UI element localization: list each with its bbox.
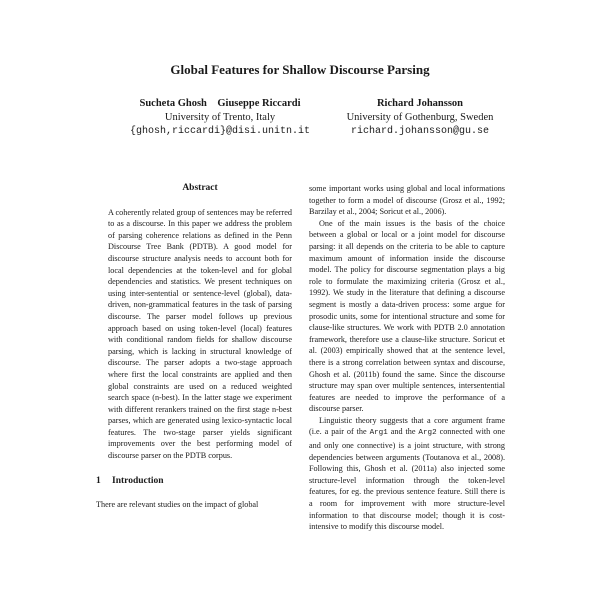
right-column [309,183,505,533]
author-email: richard.johansson@gu.se [350,126,490,137]
introduction-text: There are relevant studies on the impact of global [96,500,259,510]
left-column [96,183,304,511]
section-number: 1 [96,475,101,486]
author-block-gothenburg [335,97,505,139]
abstract-text: A coherently related group of sentences may be referred to as a discourse. In this paper we address the problem of parsing coherence relations as defined in the Penn Discourse Tree Bank (PDTB). A good model for discourse structure analysis needs to account both for local dependencies at the token-level and for global dependencies and statistics. We present techniques on using inter-sentential or sentence-level (global), data-driven, non-grammatical features in the task of parsing discourse. The parser model follows up previous approach based on using token-level (local) features with conditional random fields for shallow discourse parsing, which is lacking in structural knowledge of discourse. The parser adopts a two-stage approach where first the local constraints are applied and then global constraints are used on a reduced weighted search space (n-best). In the latter stage we experiment with different rerankers trained on the first stage n-best parses, which are generated using lexico-syntactic local features. The two-stage parser yields significant improvements over the best performing model of discourse parser on the PDTB corpus. [108,207,292,461]
paragraph-text: and the [387,427,419,437]
abstract-heading: Abstract [182,183,218,193]
arg2-term: Arg2 [418,429,437,438]
paragraph-text: Linguistic theory suggests that a core argument frame (i.e. a pair of the [309,415,505,437]
paragraph-text: connected with one and only one connective) is a joint structure, with strong dependencies between arguments (Toutanova et al., 2008). Following this, Ghosh et al. (2011a) also injected some structure-level information through the token-level features, for eg. the previous sentence feature. Still there is a room for improvement with more structure-level information to that discourse model; though it is cost-intensive to modify this discourse model. [309,427,505,532]
author-affiliation: University of Trento, Italy [164,112,276,123]
author-affiliation: University of Gothenburg, Sweden [346,112,494,123]
author-email: {ghosh,riccardi}@disi.unitn.it [129,126,311,137]
author-block-trento [105,97,335,139]
section-heading-introduction [96,476,304,488]
paragraph: some important works using global and local informations together to form a model of discourse (Grosz et al., 1992; Barzilay et al., 2004; Soricut et al., 2006). [309,184,505,217]
author-names: Richard Johansson [376,98,464,109]
section-title: Introduction [112,475,164,486]
paragraph [309,415,505,533]
paper-title: Global Features for Shallow Discourse Parsing [170,62,430,77]
paragraph: One of the main issues is the basis of the choice between a global or local or a joint model for discourse parsing: it all depends on the criteria to be able to capture maximum amount of information inside the discourse model. The policy for discourse segmentation plays a big role to formulate the maximizing criteria (Grosz et al., 1992). We study in the literature that defining a discourse segment is mostly a data-driven process: some argue for prosodic units, some for intentional structure and some for clause-like structures. We work with PDTB 2.0 annotation framework, therefore use a clause-like structure. Soricut et al. (2003) empirically showed that at the sentence level, there is a strong correlation between syntax and discourse, Ghosh et al. (2011b) found the same. Since the discourse structure may span over multiple sentences, intersentential features are needed to improve the performance of a discourse parser. [309,218,505,414]
author-names: Sucheta Ghosh Giuseppe Riccardi [139,98,301,109]
arg1-term: Arg1 [369,429,388,438]
